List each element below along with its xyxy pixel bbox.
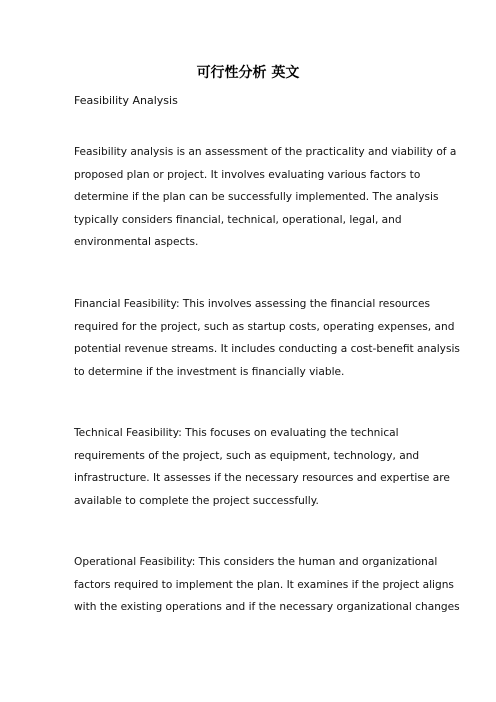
paragraph-technical-feasibility xyxy=(74,422,450,512)
text-line: determine if the plan can be successfully implemented. The analysis xyxy=(74,191,439,203)
document-title: 可行性分析 英文 xyxy=(196,65,300,81)
text-line: available to complete the project successfully. xyxy=(74,494,319,507)
text-line: proposed plan or project. It involves evaluating various factors to xyxy=(74,168,421,181)
text-line: with the existing operations and if the necessary organizational changes xyxy=(74,601,460,613)
text-line: typically considers financial, technical, operational, legal, and xyxy=(74,213,402,226)
text-line: infrastructure. It assesses if the necessary resources and expertise are xyxy=(74,472,450,484)
text-line: to determine if the investment is financially viable. xyxy=(74,365,345,378)
text-line: Operational Feasibility: This considers the human and organizational xyxy=(74,556,438,568)
text-line: factors required to implement the plan. It examines if the project aligns xyxy=(74,578,454,591)
text-line: Financial Feasibility: This involves assessing the financial resources xyxy=(74,298,431,310)
text-line: potential revenue streams. It includes conducting a cost-benefit analysis xyxy=(74,343,460,355)
text-line: required for the project, such as startup costs, operating expenses, and xyxy=(74,320,455,333)
document-subtitle: Feasibility Analysis xyxy=(74,94,178,107)
paragraph-financial-feasibility xyxy=(74,293,460,383)
text-line: environmental aspects. xyxy=(74,236,199,248)
paragraph-operational-feasibility xyxy=(74,551,460,619)
text-line: requirements of the project, such as equipment, technology, and xyxy=(74,449,420,462)
paragraph-intro xyxy=(74,141,457,254)
text-line: Technical Feasibility: This focuses on evaluating the technical xyxy=(74,427,399,439)
text-line: Feasibility analysis is an assessment of the practicality and viability of a xyxy=(74,146,457,158)
